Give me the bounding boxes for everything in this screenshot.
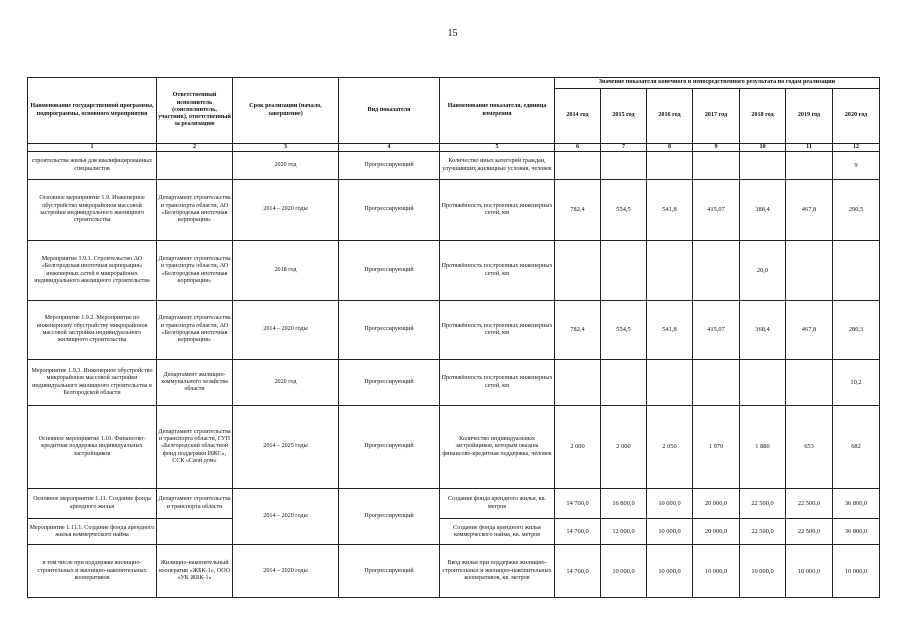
column-number: 6 — [555, 144, 601, 152]
header-row-top — [28, 78, 880, 89]
row-program-name: строительства жилья для квалифицированных специалистов — [28, 152, 157, 180]
row-program-name: Основное мероприятие 1.9. Инженерное обустройство микрорайонов массовой застройки индивидуального жилищного строительства — [28, 180, 157, 241]
row-executor: Департамент строительства и транспорта области, АО «Белгородская ипотечная корпорация» — [157, 240, 233, 301]
row-executor — [157, 519, 233, 545]
row-value-2014 — [555, 359, 601, 405]
table-row — [28, 180, 880, 241]
row-value-2015: 10 000,0 — [601, 545, 647, 598]
table-row — [28, 240, 880, 301]
row-program-name: Мероприятие 1.9.3. Инженерное обустройство микрорайонов массовой застройки индивидуального жилищного строительства в Белгородской области — [28, 359, 157, 405]
row-value-2016 — [647, 240, 693, 301]
row-value-2014: 2 000 — [555, 406, 601, 489]
row-indicator-type: Прогрессирующий — [339, 152, 440, 180]
row-value-2014 — [555, 152, 601, 180]
row-value-2017: 415,07 — [693, 180, 740, 241]
header-indicator-type: Вид показателя — [339, 78, 440, 144]
page-number: 15 — [447, 28, 458, 39]
column-number: 4 — [339, 144, 440, 152]
row-value-2019: 467,8 — [786, 180, 833, 241]
row-value-2015: 2 000 — [601, 406, 647, 489]
row-period: 2014 – 2020 годы — [233, 545, 339, 598]
row-indicator-type: Прогрессирующий — [339, 406, 440, 489]
row-value-2016: 10 000,0 — [647, 519, 693, 545]
row-value-2017 — [693, 359, 740, 405]
row-program-name: Основное мероприятие 1.10. Финансово-кредитная поддержка индивидуальных застройщиков — [28, 406, 157, 489]
row-value-2018: 388,4 — [740, 180, 786, 241]
row-indicator-name: Количество индивидуальных застройщиков, которым оказана финансово-кредитная поддержка, человек — [440, 406, 555, 489]
row-value-2018: 10 000,0 — [740, 545, 786, 598]
row-indicator-name: Создание фонда арендного жилья коммерческого найма, кв. метров — [440, 519, 555, 545]
row-program-name: Мероприятие 1.11.1. Создание фонда арендного жилья коммерческого найма — [28, 519, 157, 545]
row-value-2014: 782,4 — [555, 301, 601, 360]
row-executor: Департамент жилищно-коммунального хозяйства области — [157, 359, 233, 405]
row-indicator-name: Протяжённость построенных инженерных сетей, км — [440, 359, 555, 405]
row-value-2017: 415,07 — [693, 301, 740, 360]
row-value-2017 — [693, 240, 740, 301]
row-value-2017: 1 970 — [693, 406, 740, 489]
row-indicator-type: Прогрессирующий — [339, 359, 440, 405]
row-value-2018: 20,0 — [740, 240, 786, 301]
row-executor — [157, 152, 233, 180]
row-program-name: Мероприятие 1.9.1. Строительство АО «Белгородская ипотечная корпорация» инженерных сетей в микрорайонах индивидуального жилищного строительства — [28, 240, 157, 301]
row-value-2015 — [601, 152, 647, 180]
column-number: 8 — [647, 144, 693, 152]
row-value-2014: 14 700,0 — [555, 488, 601, 518]
row-indicator-name: Протяжённость построенных инженерных сетей, км — [440, 180, 555, 241]
row-indicator-type: Прогрессирующий — [339, 301, 440, 360]
header-year: 2016 год — [647, 89, 693, 144]
table-row — [28, 359, 880, 405]
header-indicator-name: Наименование показателя, единица измерения — [440, 78, 555, 144]
row-value-2018 — [740, 152, 786, 180]
row-value-2017: 20 000,0 — [693, 519, 740, 545]
row-value-2019: 22 500,0 — [786, 488, 833, 518]
table-row — [28, 488, 880, 518]
row-value-2020: 280,3 — [833, 301, 880, 360]
header-period: Срок реализации (начало, завершение) — [233, 78, 339, 144]
column-number: 2 — [157, 144, 233, 152]
header-year: 2019 год — [786, 89, 833, 144]
row-value-2020: 36 800,0 — [833, 488, 880, 518]
row-indicator-type: Прогрессирующий — [339, 488, 440, 545]
row-value-2014 — [555, 240, 601, 301]
row-value-2018: 22 500,0 — [740, 488, 786, 518]
row-value-2018: 22 500,0 — [740, 519, 786, 545]
row-value-2014: 782,4 — [555, 180, 601, 241]
row-value-2016: 10 000,0 — [647, 545, 693, 598]
row-value-2019: 10 000,0 — [786, 545, 833, 598]
row-value-2016: 2 050 — [647, 406, 693, 489]
row-value-2016: 10 000,0 — [647, 488, 693, 518]
header-year: 2014 год — [555, 89, 601, 144]
row-period: 2020 год — [233, 359, 339, 405]
row-period: 2020 год — [233, 152, 339, 180]
column-number: 7 — [601, 144, 647, 152]
column-number: 3 — [233, 144, 339, 152]
row-program-name: Основное мероприятие 1.11. Создание фонда арендного жилья — [28, 488, 157, 518]
row-value-2015 — [601, 359, 647, 405]
column-number-row — [28, 144, 880, 152]
row-indicator-name: Ввод жилья при поддержке жилищно-строительных и жилищно-накопительных кооперативов, кв. метров — [440, 545, 555, 598]
row-value-2016 — [647, 359, 693, 405]
row-value-2017: 10 000,0 — [693, 545, 740, 598]
header-year: 2020 год — [833, 89, 880, 144]
row-value-2015: 554,5 — [601, 301, 647, 360]
row-value-2020: 36 800,0 — [833, 519, 880, 545]
header-year: 2017 год — [693, 89, 740, 144]
column-number: 11 — [786, 144, 833, 152]
table-row — [28, 152, 880, 180]
row-period: 2018 год — [233, 240, 339, 301]
row-value-2019: 22 500,0 — [786, 519, 833, 545]
column-number: 10 — [740, 144, 786, 152]
row-value-2016 — [647, 152, 693, 180]
column-number: 9 — [693, 144, 740, 152]
row-value-2014: 14 700,0 — [555, 519, 601, 545]
row-value-2019: 467,8 — [786, 301, 833, 360]
row-value-2020: 10 000,0 — [833, 545, 880, 598]
row-value-2017: 20 000,0 — [693, 488, 740, 518]
row-value-2015: 554,5 — [601, 180, 647, 241]
row-executor: Департамент строительства и транспорта области, АО «Белгородская ипотечная корпорация» — [157, 180, 233, 241]
row-indicator-name: Протяжённость построенных инженерных сетей, км — [440, 240, 555, 301]
row-period: 2014 – 2025 годы — [233, 406, 339, 489]
row-program-name: Мероприятие 1.9.2. Мероприятие по инженерному обустройству микрорайонов массовой застройки индивидуального жилищного строительства — [28, 301, 157, 360]
row-executor: Департамент строительства и транспорта области, ГУП «Белгородский областной фонд поддержки ИЖС», ССК «Свой дом» — [157, 406, 233, 489]
row-value-2020: 9 — [833, 152, 880, 180]
header-executor: Ответственный исполнитель (соисполнитель, участник), ответственный за реализацию — [157, 78, 233, 144]
row-value-2018: 1 880 — [740, 406, 786, 489]
row-period: 2014 – 2020 годы — [233, 488, 339, 545]
row-value-2020 — [833, 240, 880, 301]
header-program-name: Наименование государственной программы, подпрограммы, основного мероприятия — [28, 78, 157, 144]
row-executor: Департамент строительства и транспорта области — [157, 488, 233, 518]
row-value-2015: 12 000,0 — [601, 519, 647, 545]
column-number: 1 — [28, 144, 157, 152]
row-indicator-name: Протяжённость построенных инженерных сетей, км — [440, 301, 555, 360]
row-value-2017 — [693, 152, 740, 180]
row-program-name: в том числе при поддержке жилищно-строительных и жилищно-накопительных кооперативов — [28, 545, 157, 598]
table-row — [28, 406, 880, 489]
row-value-2018: 368,4 — [740, 301, 786, 360]
row-indicator-name: Количество иных категорий граждан, улучшивших жилищные условия, человек — [440, 152, 555, 180]
row-value-2019 — [786, 152, 833, 180]
row-value-2019 — [786, 359, 833, 405]
row-value-2019 — [786, 240, 833, 301]
row-value-2014: 14 700,0 — [555, 545, 601, 598]
table-row — [28, 545, 880, 598]
row-value-2020: 290,5 — [833, 180, 880, 241]
row-executor: Жилищно-накопительный кооператив «ЖБК-1», ООО «УК ЖБК-1» — [157, 545, 233, 598]
row-indicator-type: Прогрессирующий — [339, 240, 440, 301]
row-indicator-type: Прогрессирующий — [339, 545, 440, 598]
row-value-2015 — [601, 240, 647, 301]
header-year: 2015 год — [601, 89, 647, 144]
row-value-2016: 541,8 — [647, 301, 693, 360]
row-indicator-type: Прогрессирующий — [339, 180, 440, 241]
row-value-2019: 653 — [786, 406, 833, 489]
row-indicator-name: Создание фонда арендного жилья, кв. метров — [440, 488, 555, 518]
row-period: 2014 – 2020 годы — [233, 180, 339, 241]
column-number: 5 — [440, 144, 555, 152]
header-year: 2018 год — [740, 89, 786, 144]
table-row — [28, 301, 880, 360]
column-number: 12 — [833, 144, 880, 152]
header-values-group: Значение показателя конечного и непосредственного результата по годам реализации — [555, 78, 880, 89]
row-executor: Департамент строительства и транспорта области, АО «Белгородская ипотечная корпорация» — [157, 301, 233, 360]
row-value-2018 — [740, 359, 786, 405]
row-value-2020: 682 — [833, 406, 880, 489]
row-value-2015: 16 800,0 — [601, 488, 647, 518]
indicator-table — [27, 77, 880, 598]
row-value-2020: 10,2 — [833, 359, 880, 405]
row-period: 2014 – 2020 годы — [233, 301, 339, 360]
table-row — [28, 519, 880, 545]
row-value-2016: 541,8 — [647, 180, 693, 241]
